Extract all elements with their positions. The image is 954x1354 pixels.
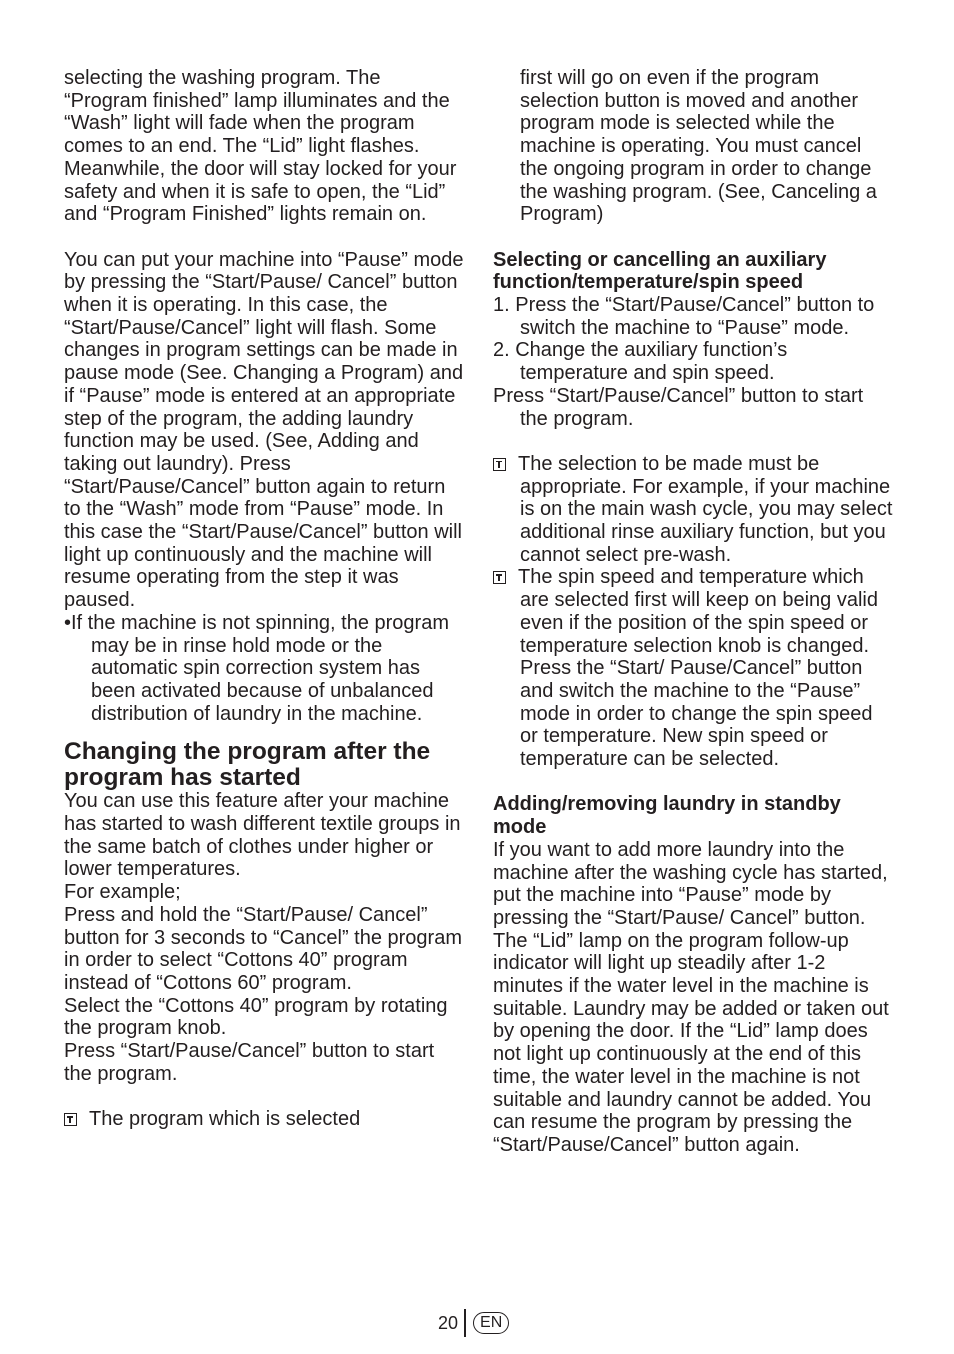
section-heading-changing-program: Changing the program after the program has started: [64, 738, 431, 791]
page-footer: [438, 1310, 509, 1336]
note-continuation: first will go on even if the program selection button is moved and another program mode is selected while the machine is operating. You must cancel the ongoing program in order to change the washing program. (See, Canceling a Program): [520, 67, 877, 226]
step-3: Press “Start/Pause/Cancel” button to start the program.: [493, 384, 864, 430]
step-1: 1. Press the “Start/Pause/Cancel” button to switch the machine to “Pause” mode.: [493, 294, 875, 339]
paragraph-pause-mode: You can put your machine into “Pause” mode by pressing the “Start/Pause/ Cancel” button when it is operating. In this case, the “Start/Pause/Cancel” light will flash. Some changes in program settings can be made in pause mode (See. Changing a Program) and if “Pause” mode is entered at an appropriate step of the program, the adding laundry function may be used. (See, Adding and taking out laundry). Press “Start/Pause/Cancel” button again to return to the “Wash” mode from “Pause” mode. In this case the “Start/Pause/Cancel” button will light up continuously and the machine will resume operating from the step it was paused.: [64, 248, 464, 612]
paragraph-adding-laundry: If you want to add more laundry into the machine after the washing cycle has started, put the machine into “Pause” mode by pressing the “Start/Pause/ Cancel” button. The “Lid” lamp on the program follow-up indicator will light up steadily after 1-2 minutes if the water level in the machine is suitable. Laundry may be added or taken out by opening the door. If the “Lid” lamp does not light up continuously at the end of this time, the water level in the machine is not suitable and laundry cannot be added. You can resume the program by pressing the “Start/Pause/Cancel” button again.: [493, 838, 889, 1156]
right-column: [493, 67, 893, 1157]
subheading-auxiliary-function: Selecting or cancelling an auxiliary function/temperature/spin speed: [493, 248, 827, 294]
note-spin-speed: [493, 566, 893, 770]
info-icon: [493, 571, 506, 584]
footer-divider: [464, 1309, 466, 1337]
paragraph-press-start: Press “Start/Pause/Cancel” button to start the program.: [64, 1040, 435, 1085]
left-column: [64, 67, 464, 1131]
bullet-not-spinning: •If the machine is not spinning, the program may be in rinse hold mode or the automatic spin correction system has been activated because of unbalanced distribution of laundry in the machine.: [64, 611, 449, 725]
paragraph-press-hold: Press and hold the “Start/Pause/ Cancel” button for 3 seconds to “Cancel” the program in order to select “Cottons 40” program instead of “Cottons 60” program.: [64, 903, 462, 994]
paragraph-program-finished: selecting the washing program. The “Program finished” lamp illuminates and the “Wash” light will fade when the program comes to an end. The “Lid” light flashes. Meanwhile, the door will stay locked for your safety and when it is safe to open, the “Lid” and “Program Finished” lights remain on.: [64, 67, 457, 226]
info-icon: [493, 458, 506, 471]
note-text: The program which is selected: [89, 1108, 361, 1131]
page-number: 20: [438, 1312, 459, 1333]
note-text: The selection to be made must be appropriate. For example, if your machine is on the main wash cycle, you may select additional rinse auxiliary function, but you cannot select pre-wash.: [518, 452, 893, 566]
note-selection-appropriate: [493, 453, 893, 567]
paragraph-feature-intro: You can use this feature after your machine has started to wash different textile groups in the same batch of clothes under higher or lower temperatures.: [64, 790, 461, 881]
note-program-selected: [64, 1108, 464, 1131]
paragraph-select-program: Select the “Cottons 40” program by rotating the program knob.: [64, 994, 448, 1040]
note-text: The spin speed and temperature which are selected first will keep on being valid even if the position of the spin speed or temperature selection knob is changed. Press the “Start/ Pause/Cancel” button and switch the machine to the “Pause” mode in order to change the spin speed or temperature. New spin speed or temperature can be selected.: [518, 566, 878, 771]
language-badge: EN: [473, 1312, 509, 1334]
paragraph-for-example: For example;: [64, 881, 181, 904]
step-2: 2. Change the auxiliary function’s temperature and spin speed.: [493, 339, 788, 385]
info-icon: [64, 1113, 77, 1126]
subheading-adding-laundry: Adding/removing laundry in standby mode: [493, 793, 841, 839]
